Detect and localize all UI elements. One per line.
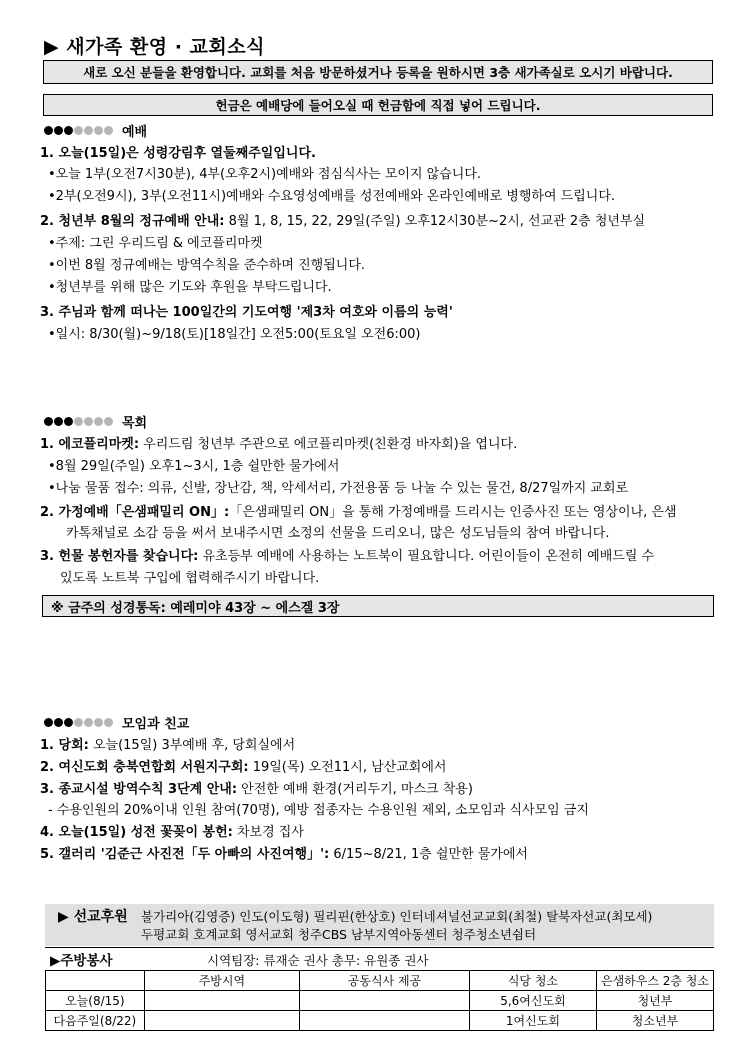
meetings-item-4: 4. 오늘(15일) 성전 꽃꽂이 봉헌: 차보경 집사 [40, 825, 304, 840]
row-label: 오늘(8/15) [46, 991, 145, 1011]
ministry-item-3-cont: 있도록 노트북 구입에 협력해주시기 바랍니다. [60, 571, 320, 586]
meetings-item-1: 1. 당회: 오늘(15일) 3부예배 후, 당회실에서 [40, 738, 296, 753]
meetings-item-3-sub1: - 수용인원의 20%이내 인원 참여(70명), 예방 접종자는 수용인원 제외, 소모임과 식사모임 금지 [48, 803, 589, 818]
table-cell: 5,6여신도회 [469, 991, 596, 1011]
ministry-item-2-cont: 카톡채널로 소감 등을 써서 보내주시면 소정의 선물을 드리오니, 많은 성도님들의 참여 바랍니다. [66, 526, 610, 541]
section-header-ministry [44, 412, 147, 431]
kitchen-staff: 시역팀장: 류재순 권사 총무: 유원종 권사 [207, 953, 429, 968]
meetings-item-2: 2. 여신도회 충북연합회 서원지구회: 19일(목) 오전11시, 남산교회에서 [40, 760, 447, 775]
table-cell [300, 1011, 470, 1031]
worship-item-3: 3. 주님과 함께 떠나는 100일간의 기도여행 '제3차 여호와 이름의 능력' [40, 305, 453, 320]
ministry-item-1-sub2: •나눔 물품 접수: 의류, 신발, 장난감, 책, 악세서리, 가전용품 등 나눌 수 있는 물건, 8/27일까지 교회로 [48, 481, 629, 496]
table-row [46, 1011, 714, 1031]
table-cell [144, 1011, 299, 1031]
worship-item-1-sub1: •오늘 1부(오전7시30분), 4부(오후2시)예배와 점심식사는 모이지 않습니다. [48, 167, 482, 182]
ministry-item-1: 1. 에코플리마켓: 우리드림 청년부 주관으로 에코플리마켓(친환경 바자회)을 엽니다. [40, 437, 518, 452]
worship-item-2: 2. 청년부 8월의 정규예배 안내: 8월 1, 8, 15, 22, 29일(주일) 오후12시30분~2시, 선교관 2층 청년부실 [40, 214, 646, 229]
column-header: 은샘하우스 2층 청소 [596, 971, 713, 991]
welcome-box: 새로 오신 분들을 환영합니다. 교회를 처음 방문하셨거나 등록을 원하시면 3층 새가족실로 오시기 바랍니다. [43, 60, 713, 84]
worship-item-1: 1. 오늘(15일)은 성령강림후 열둘째주일입니다. [40, 146, 316, 161]
divider [45, 947, 714, 948]
section-header-worship [44, 121, 147, 140]
ministry-item-2: 2. 가정예배「은샘패밀리 ON」:「은샘패밀리 ON」을 통해 가정예배를 드리시는 인증사진 또는 영상이나, 은샘 [40, 505, 677, 520]
column-header: 식당 청소 [469, 971, 596, 991]
worship-item-1-sub2: •2부(오전9시), 3부(오전11시)예배와 수요영성예배를 성전예배와 온라인예배로 병행하여 드립니다. [48, 189, 616, 204]
dots-icon [44, 126, 114, 135]
column-header: 공동식사 제공 [300, 971, 470, 991]
kitchen-service-label: ▶주방봉사 [50, 953, 113, 969]
meetings-item-5: 5. 갤러리 '김준근 사진전「두 아빠의 사진여행」': 6/15~8/21, 1층 쉴만한 물가에서 [40, 847, 528, 862]
table-cell: 청소년부 [596, 1011, 713, 1031]
mission-support-line1: 불가리아(김영증) 인도(이도형) 필리핀(한상호) 인터네셔널선교교회(최철) 탈북자선교(최모세) [141, 909, 653, 924]
table-cell: 1여신도회 [469, 1011, 596, 1031]
mission-support-line2: 두평교회 호계교회 영서교회 청주CBS 남부지역아동센터 청주청소년쉼터 [141, 927, 537, 942]
page-title: ▶ 새가족 환영 · 교회소식 [44, 36, 265, 58]
section-title: 예배 [122, 125, 148, 140]
table-cell: 청년부 [596, 991, 713, 1011]
ministry-item-3: 3. 헌물 봉헌자를 찾습니다: 유초등부 예배에 사용하는 노트북이 필요합니다. 어린이들이 온전히 예배드릴 수 [40, 549, 655, 564]
table-cell [300, 991, 470, 1011]
worship-item-2-sub2: •이번 8월 정규예배는 방역수칙을 준수하며 진행됩니다. [48, 258, 366, 273]
row-label: 다음주일(8/22) [46, 1011, 145, 1031]
dots-icon [44, 718, 114, 727]
ministry-item-1-sub1: •8월 29일(주일) 오후1~3시, 1층 쉴만한 물가에서 [48, 459, 340, 474]
section-title: 모임과 친교 [122, 717, 190, 732]
table-cell [144, 991, 299, 1011]
column-header: 주방시역 [144, 971, 299, 991]
mission-support-label: ▶ 선교후원 [58, 909, 128, 925]
section-header-meetings [44, 713, 189, 732]
table-header-row [46, 971, 714, 991]
table-row [46, 991, 714, 1011]
dots-icon [44, 417, 114, 426]
bible-reading-box: ※ 금주의 성경통독: 예레미야 43장 ~ 에스겔 3장 [42, 595, 714, 617]
worship-item-2-sub3: •청년부를 위해 많은 기도와 후원을 부탁드립니다. [48, 280, 332, 295]
offering-box: 헌금은 예배당에 들어오실 때 헌금함에 직접 넣어 드립니다. [43, 94, 713, 116]
worship-item-3-sub1: •일시: 8/30(월)~9/18(토)[18일간] 오전5:00(토요일 오전6:00) [48, 327, 421, 342]
worship-item-2-sub1: •주제: 그린 우리드림 & 에코플리마켓 [48, 236, 263, 251]
section-title: 목회 [122, 416, 148, 431]
meetings-item-3: 3. 종교시설 방역수칙 3단계 안내: 안전한 예배 환경(거리두기, 마스크 착용) [40, 782, 473, 797]
kitchen-service-table [45, 970, 714, 1031]
